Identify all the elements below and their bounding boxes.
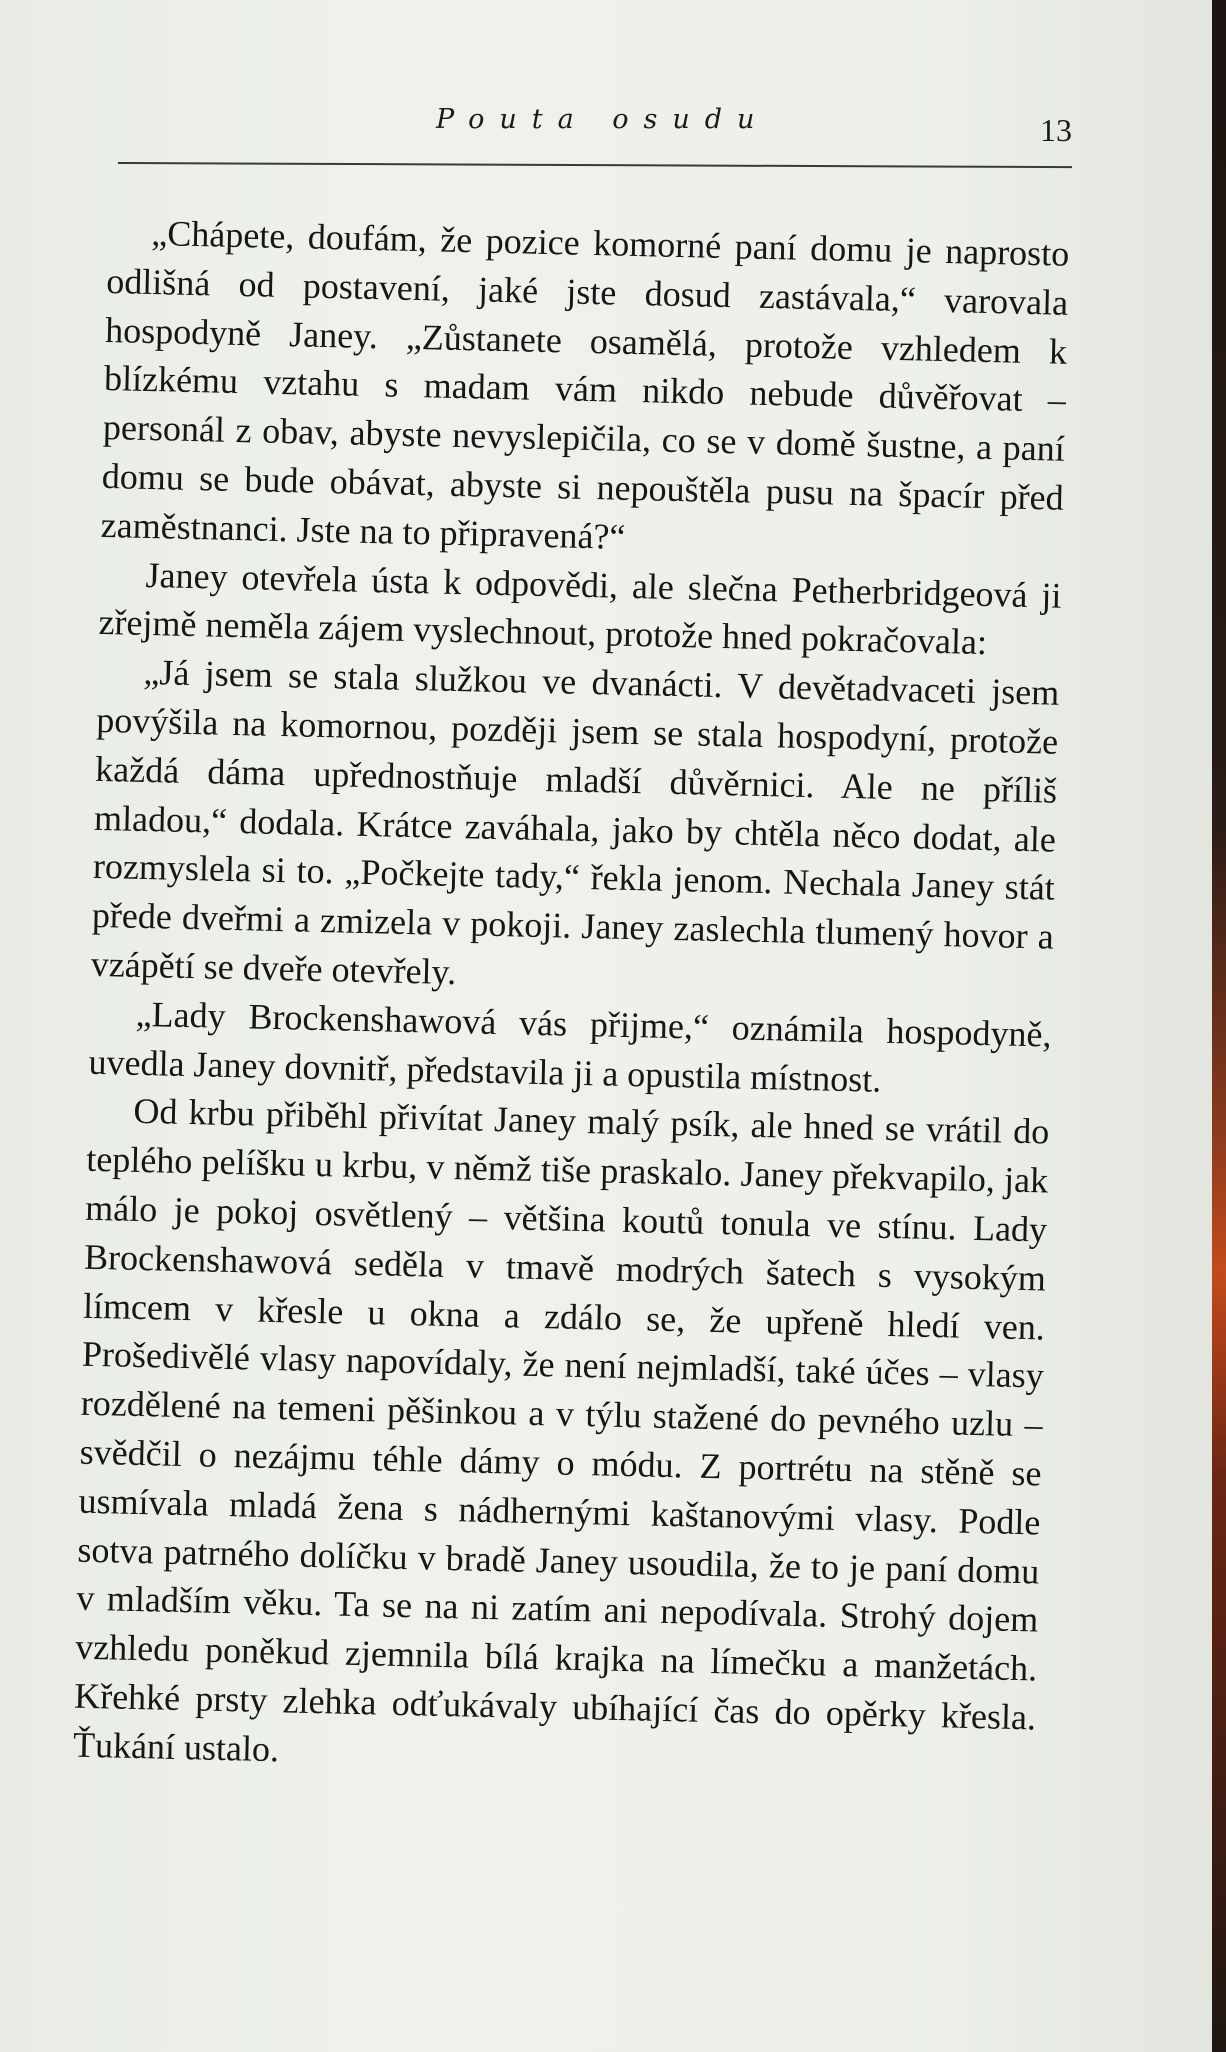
page-edge-shadow — [1212, 0, 1226, 2052]
paragraph: „Chápete, doufám, že pozice komorné paní domu je naprosto odlišná od postavení, jaké jste dosud zastávala,“ varovala hospodyně Janey. „Zůstanete osamělá, protože vzhledem k blízkému vztahu s madam vám nikdo nebude důvěřovat – personál z obav, abyste nevyslepičila, co se v domě šustne, a paní domu se bude obávat, abyste si nepouštěla pusu na špacír před zaměstnanci. Jste na to připravená?“ — [100, 212, 1070, 557]
paragraph: „Lady Brockenshawová vás přijme,“ oznámila hospodyně, uvedla Janey dovnitř, představila ji a opustila místnost. — [88, 993, 1052, 1100]
header-rule — [118, 162, 1072, 168]
paragraph: Janey otevřela ústa k odpovědi, ale slečna Petherbridgeová ji zřejmě neměla zájem vyslechnout, protože hned pokračovala: — [98, 554, 1062, 663]
page-number: 13 — [1040, 112, 1072, 148]
running-title: Pouta osudu — [436, 104, 770, 135]
paragraph: „Já jsem se stala služkou ve dvanácti. V devětadvaceti jsem povýšila na komornou, později jsem se stala hospodyní, protože každá dáma upřednostňuje mladší důvěrnici. Ale ne příliš mladou,“ dodala. Krátce zaváhala, jako by chtěla něco dodat, ale rozmyslela si to. „Počkejte tady,“ řekla jenom. Nechala Janey stát přede dveřmi a zmizela v pokoji. Janey zaslechla tlumený hovor a vzápětí se dveře otevřely. — [90, 652, 1060, 993]
body-text — [73, 208, 1070, 1791]
page-header — [118, 96, 1072, 166]
paragraph: Od krbu přiběhl přivítat Janey malý psík, ale hned se vrátil do teplého pelíšku u krbu, v němž tiše praskalo. Janey překvapilo, jak málo je pokoj osvětlený – většina koutů tonula ve stínu. Lady Brockenshawová seděla v tmavě modrých šatech s vysokým límcem v křesle u okna a zdálo se, že upřeně hledí ven. Prošedivělé vlasy napovídaly, že není nejmladší, také účes – vlasy rozdělené na temeni pěšinkou a v týlu stažené do pevného uzlu – svědčil o nezájmu téhle dámy o módu. Z portrétu na stěně se usmívala mladá žena s nádhernými kaštanovými vlasy. Podle sotva patrného dolíčku v bradě Janey usoudila, že to je paní domu v mladším věku. Ta se na ni zatím ani nepodívala. Strohý dojem vzhledu poněkud zjemnila bílá krajka na límečku a manžetách. Křehké prsty zlehka odťukávaly ubíhající čas do opěrky křesla. Ťukání ustalo. — [72, 1091, 1050, 1769]
